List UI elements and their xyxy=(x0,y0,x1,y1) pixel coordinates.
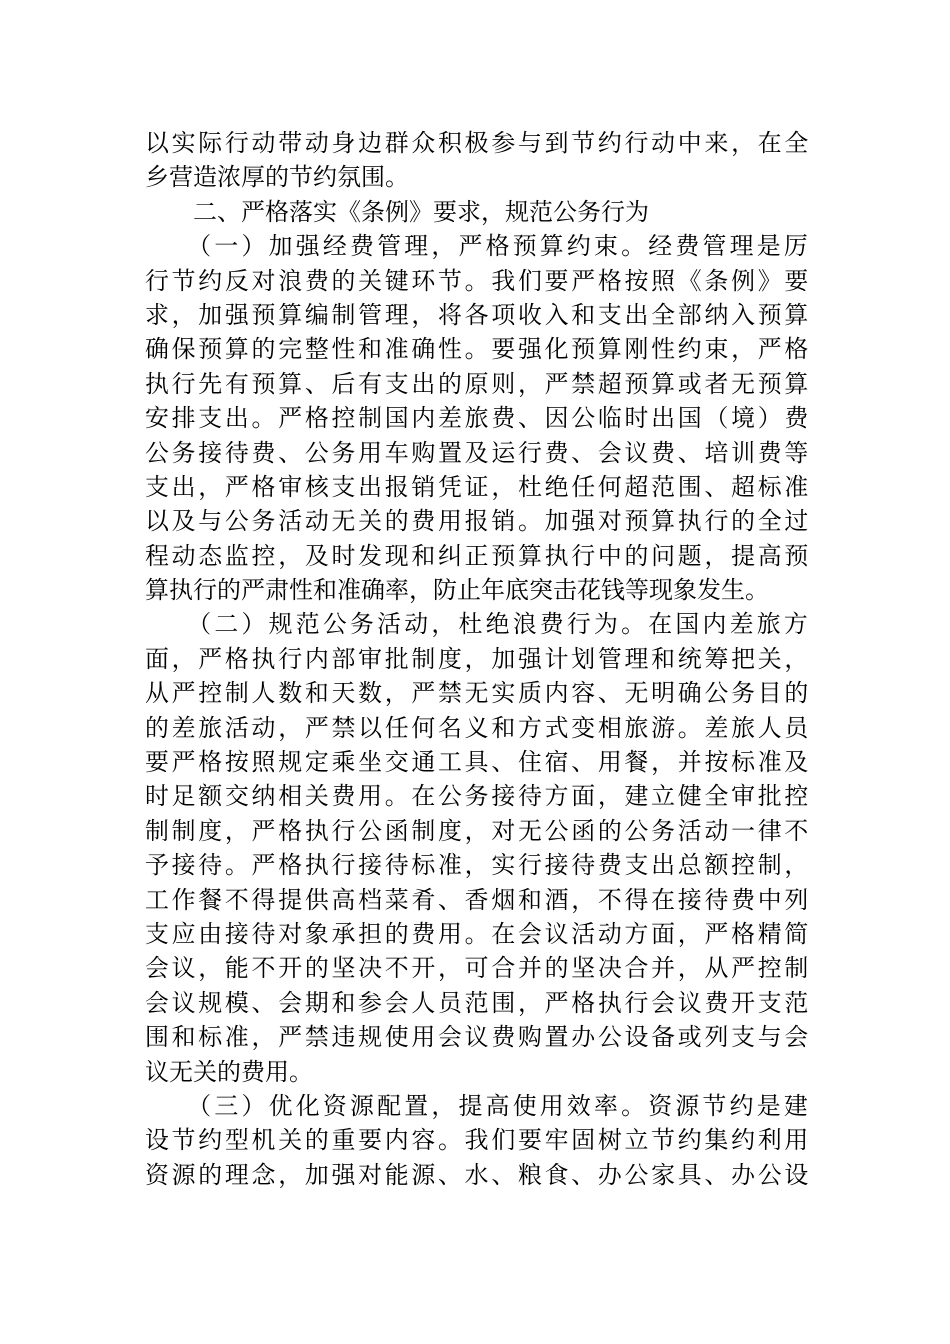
body-text xyxy=(145,126,811,1192)
text-line: 予接待。严格执行接待标准，实行接待费支出总额控制， xyxy=(145,851,812,880)
text-line: 确保预算的完整性和准确性。要强化预算刚性约束，严格 xyxy=(145,335,812,364)
text-line: 时足额交纳相关费用。在公务接待方面，建立健全审批控 xyxy=(145,782,812,811)
text-line: 以实际行动带动身边群众积极参与到节约行动中来，在全 xyxy=(145,129,812,157)
text-line: 执行先有预算、后有支出的原则，严禁超预算或者无预算 xyxy=(145,369,812,398)
text-line: 从严控制人数和天数，严禁无实质内容、无明确公务目的 xyxy=(145,679,812,708)
text-line: 议无关的费用。 xyxy=(145,1057,313,1086)
text-line: 制制度，严格执行公函制度，对无公函的公务活动一律不 xyxy=(145,816,812,845)
text-line: 设节约型机关的重要内容。我们要牢固树立节约集约利用 xyxy=(145,1126,812,1155)
text-line: （二）规范公务活动，杜绝浪费行为。在国内差旅方 xyxy=(145,610,811,639)
text-line: 会议规模、会期和参会人员范围，严格执行会议费开支范 xyxy=(145,988,812,1017)
text-line: 会议，能不开的坚决不开，可合并的坚决合并，从严控制 xyxy=(145,954,812,983)
text-line: 行节约反对浪费的关键环节。我们要严格按照《条例》要 xyxy=(145,266,812,295)
text-line: （一）加强经费管理，严格预算约束。经费管理是厉 xyxy=(145,232,811,261)
text-line: 支出，严格审核支出报销凭证，杜绝任何超范围、超标准 xyxy=(145,472,812,501)
section-heading: 二、严格落实《条例》要求，规范公务行为 xyxy=(145,197,649,226)
text-line: 工作餐不得提供高档菜肴、香烟和酒，不得在接待费中列 xyxy=(145,885,812,914)
text-line: 乡营造浓厚的节约氛围。 xyxy=(145,163,409,192)
text-line: 程动态监控，及时发现和纠正预算执行中的问题，提高预 xyxy=(145,541,812,570)
text-line: 支应由接待对象承担的费用。在会议活动方面，严格精简 xyxy=(145,919,812,948)
text-line: 面，严格执行内部审批制度，加强计划管理和统筹把关， xyxy=(145,644,812,673)
text-line: 公务接待费、公务用车购置及运行费、会议费、培训费等 xyxy=(145,438,812,467)
text-line: 求，加强预算编制管理，将各项收入和支出全部纳入预算 xyxy=(145,300,812,329)
text-line: （三）优化资源配置，提高使用效率。资源节约是建 xyxy=(145,1091,811,1120)
text-line: 以及与公务活动无关的费用报销。加强对预算执行的全过 xyxy=(145,507,812,536)
text-line: 资源的理念，加强对能源、水、粮食、办公家具、办公设 xyxy=(145,1160,812,1189)
text-line: 安排支出。严格控制国内差旅费、因公临时出国（境）费 xyxy=(145,404,812,433)
text-line: 要严格按照规定乘坐交通工具、住宿、用餐，并按标准及 xyxy=(145,748,812,777)
text-line: 算执行的严肃性和准确率，防止年底突击花钱等现象发生。 xyxy=(145,576,769,605)
text-line: 的差旅活动，严禁以任何名义和方式变相旅游。差旅人员 xyxy=(145,713,812,742)
text-line: 围和标准，严禁违规使用会议费购置办公设备或列支与会 xyxy=(145,1023,812,1052)
